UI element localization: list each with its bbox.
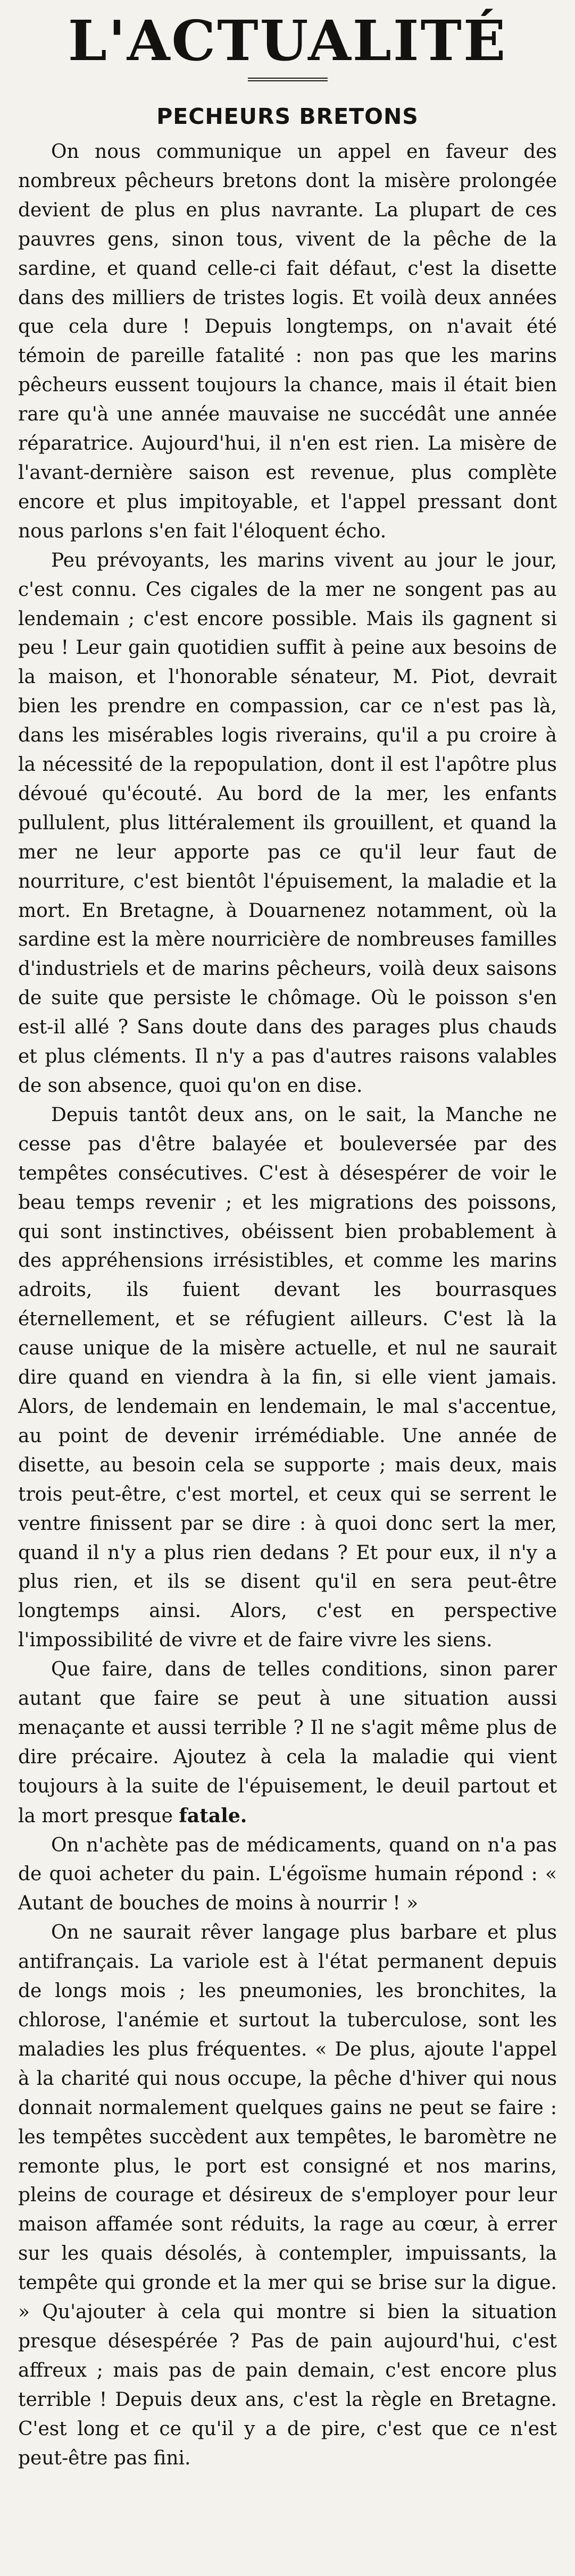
masthead-title: L'ACTUALITÉ [68,8,507,73]
paragraph-text: Que faire, dans de telles conditions, sinon parer autant que faire se peut à une situation aussi menaçante et aussi terrible ? Il ne s'agit même plus de dire précaire. Ajoutez à cela la maladie qui vient toujours à la suite de l'épuisement, le deuil partout et la mort presque [18,1659,557,1827]
article-paragraph [18,1655,557,1831]
article-paragraph: On ne saurait rêver langage plus barbare et plus antifrançais. La variole est à l'état permanent depuis de longs mois ; les pneumonies, les bronchites, la chlorose, l'anémie et surtout la tuberculose, sont les maladies les plus fréquentes. « De plus, ajoute l'appel à la charité qui nous occupe, la pêche d'hiver qui nous donnait normalement quelques gains ne peut se faire : les tempêtes succèdent aux tempêtes, le baromètre ne remonte plus, le port est consigné et nos marins, pleins de courage et désireux de s'employer pour leur maison affamée sont réduits, la rage au cœur, à errer sur les quais désolés, à contempler, impuissants, la tempête qui gronde et la mer qui se brise sur la digue. » Qu'ajouter à cela qui montre si bien la situation presque désespérée ? Pas de pain aujourd'hui, c'est affreux ; mais pas de pain demain, c'est encore plus terrible ! Depuis deux ans, c'est la règle en Bretagne. C'est long et ce qu'il y a de pire, c'est que ce n'est peut-être pas fini. [18,1922,557,2469]
masthead-rule [248,78,328,81]
emphasized-word: fatale. [179,1804,247,1827]
article-paragraph: Depuis tantôt deux ans, on le sait, la Manche ne cesse pas d'être balayée et bouleversée par des tempêtes consécutives. C'est à désespérer de voir le beau temps revenir ; et les migrations des poissons, qui sont instinctives, obéissent bien probablement à des appréhensions irrésistibles, et comme les marins adroits, ils fuient devant les bourrasques éternellement, et se réfugient ailleurs. C'est là la cause unique de la misère actuelle, et nul ne saurait dire quand en viendra à la fin, si elle vient jamais. Alors, de lendemain en lendemain, le mal s'accentue, au point de devenir irrémédiable. Une année de disette, au besoin cela se supporte ; mais deux, mais trois peut-être, c'est mortel, et ceux qui se serrent le ventre finissent par se dire : à quoi donc sert la mer, quand il n'y a plus rien dedans ? Et pour eux, il n'y a plus rien, et ils se disent qu'il en sera peut-être longtemps ainsi. Alors, c'est en perspective l'impossibilité de vivre et de faire vivre les siens. [18,1104,557,1652]
article-heading: PECHEURS BRETONS [156,104,419,129]
article-paragraph: On n'achète pas de médicaments, quand on n'a pas de quoi acheter du pain. L'égoïsme humain répond : « Autant de bouches de moins à nourrir ! » [18,1834,557,1915]
article-paragraph: Peu prévoyants, les marins vivent au jour le jour, c'est connu. Ces cigales de la mer ne songent pas au lendemain ; c'est encore possible. Mais ils gagnent si peu ! Leur gain quotidien suffit à peine aux besoins de la maison, et l'honorable sénateur, M. Piot, devrait bien les prendre en compassion, car ce n'est pas là, dans les misérables logis riverains, qu'il a pu croire à la nécessité de la repopulation, dont il est l'apôtre plus dévoué qu'écouté. Au bord de la mer, les enfants pullulent, plus littéralement ils grouillent, et quand la mer ne leur apporte pas ce qu'il leur faut de nourriture, c'est bientôt l'épuisement, la maladie et la mort. En Bretagne, à Douarnenez notamment, où la sardine est la mère nourricière de nombreuses familles d'industriels et de marins pêcheurs, voilà deux saisons de suite que persiste le chômage. Où le poisson s'en est-il allé ? Sans doute dans des parages plus chauds et plus cléments. Il n'y a pas d'autres raisons valables de son absence, quoi qu'on en dise. [18,549,557,1097]
article-body [18,138,557,2473]
article-paragraph: On nous communique un appel en faveur des nombreux pêcheurs bretons dont la misère prolongée devient de plus en plus navrante. La plupart de ces pauvres gens, sinon tous, vivent de la pêche de la sardine, et quand celle-ci fait défaut, c'est la disette dans des milliers de tristes logis. Et voilà deux années que cela dure ! Depuis longtemps, on n'avait été témoin de pareille fatalité : non pas que les marins pêcheurs eussent toujours la chance, mais il était bien rare qu'à une année mauvaise ne succédât une année réparatrice. Aujourd'hui, il n'en est rien. La misère de l'avant-dernière saison est revenue, plus complète encore et plus impitoyable, et l'appel pressant dont nous parlons s'en fait l'éloquent écho. [18,141,557,542]
